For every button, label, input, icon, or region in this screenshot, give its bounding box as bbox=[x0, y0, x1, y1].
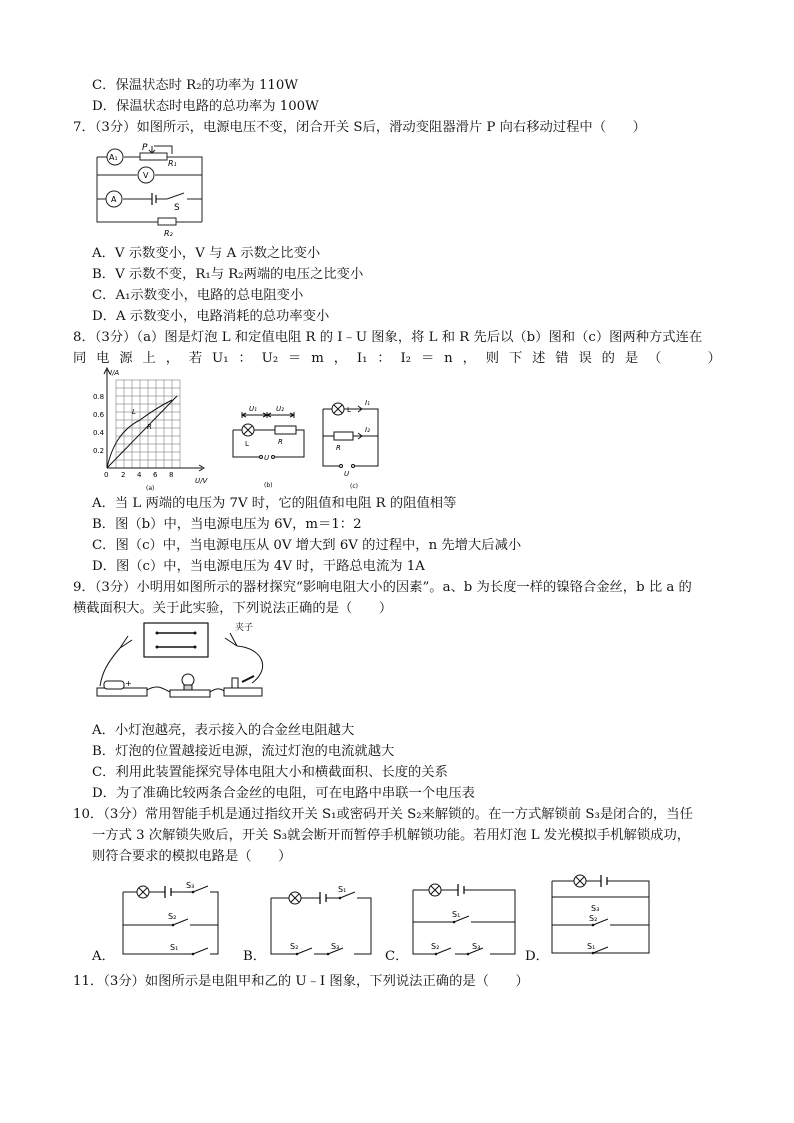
q6-option-c: C．保温状态时 R₂的功率为 110W bbox=[92, 78, 298, 93]
q8-option-c: C．图（c）中，当电源电压从 0V 增大到 6V 的过程中，n 先增大后减小 bbox=[92, 538, 522, 553]
q6-option-d: D．保温状态时电路的总功率为 100W bbox=[92, 99, 319, 114]
q8-ytick: 0.2 bbox=[93, 447, 105, 455]
q10-a-s3: S₃ bbox=[186, 882, 195, 890]
q8-ytick: 0.8 bbox=[93, 393, 105, 401]
q7-fig-r1: R₁ bbox=[168, 159, 177, 168]
q8-graph-ylabel: I/A bbox=[110, 369, 120, 377]
q10-c-s2: S₂ bbox=[431, 942, 440, 951]
q8-ytick: 0.4 bbox=[93, 429, 105, 437]
q9-stem-line1: 9．（3分）小明用如图所示的器材探究“影响电阻大小的因素”。a、b 为长度一样的镍铬合金丝，b 比 a 的 bbox=[73, 580, 692, 595]
q10-label-a: A． bbox=[92, 949, 115, 964]
q7-fig-a: A bbox=[111, 195, 117, 204]
q8-ytick: 0.6 bbox=[93, 411, 105, 419]
q10-circuit-c bbox=[410, 878, 522, 962]
q10-b-s3: S₃ bbox=[331, 942, 340, 951]
q8-b-source-u: U bbox=[264, 454, 270, 462]
q8-xtick: 8 bbox=[169, 471, 174, 479]
q10-circuit-a bbox=[118, 882, 228, 960]
q8-stem-line2: 同 电 源 上 ， 若 U₁ ： U₂ ＝ m ， I₁ ： I₂ ＝ n ， 则 下 述 错 误 的 是 （ ） bbox=[73, 351, 721, 366]
q8-b-u1: U₁ bbox=[249, 405, 257, 413]
q7-fig-p: P bbox=[142, 143, 148, 153]
q8-stem-line1: 8．（3分）（a）图是灯泡 L 和定值电阻 R 的 I﹣U 图象，将 L 和 R 先后以（b）图和（c）图两种方式连在 bbox=[73, 330, 703, 345]
q8-iu-graph bbox=[92, 365, 222, 493]
q9-option-d: D．为了准确比较两条合金丝的电阻，可在电路中串联一个电压表 bbox=[92, 786, 475, 801]
q7-fig-r2: R₂ bbox=[164, 229, 173, 238]
q8-xtick: 6 bbox=[153, 471, 158, 479]
q10-c-s3: S₃ bbox=[472, 942, 481, 951]
q10-d-s3: S₃ bbox=[591, 904, 600, 913]
q10-b-s1: S₁ bbox=[338, 885, 347, 894]
q8-c-i1: I₁ bbox=[365, 399, 370, 407]
q7-option-b: B．V 示数不变，R₁与 R₂两端的电压之比变小 bbox=[92, 267, 364, 282]
q10-a-s2: S₂ bbox=[168, 912, 177, 921]
q10-b-s2: S₂ bbox=[290, 942, 299, 951]
q9-stem-line2: 横截面积大。关于此实验，下列说法正确的是（ ） bbox=[73, 601, 393, 616]
q7-fig-s: S bbox=[174, 203, 180, 213]
q10-label-b: B． bbox=[243, 949, 267, 964]
q8-option-d: D．图（c）中，当电源电压为 4V 时，干路总电流为 1A bbox=[92, 559, 425, 574]
q8-graph-curve-l: L bbox=[132, 408, 136, 416]
q10-circuit-d bbox=[549, 869, 657, 961]
q10-stem-line3: 则符合要求的模拟电路是（ ） bbox=[92, 849, 292, 864]
q8-b-lamp-l: L bbox=[245, 440, 249, 448]
q8-c-lamp-l: L bbox=[347, 406, 351, 414]
q9-battery-terminal: + bbox=[125, 679, 132, 688]
q8-graph-xlabel: U/V bbox=[195, 477, 208, 485]
q8-xtick: 0 bbox=[104, 471, 109, 479]
q7-option-a: A．V 示数变小，V 与 A 示数之比变小 bbox=[92, 246, 321, 261]
q8-xtick: 2 bbox=[121, 471, 126, 479]
q10-d-s2: S₂ bbox=[589, 914, 598, 923]
q8-c-source-u: U bbox=[344, 470, 350, 478]
q10-label-c: C． bbox=[385, 949, 409, 964]
q10-a-s1: S₁ bbox=[170, 943, 179, 952]
q8-option-b: B．图（b）中，当电源电压为 6V，m＝1：2 bbox=[92, 517, 362, 532]
q8-xtick: 4 bbox=[137, 471, 142, 479]
q8-b-u2: U₂ bbox=[276, 405, 284, 413]
q8-c-resistor-r: R bbox=[336, 444, 341, 452]
q10-circuit-b bbox=[268, 882, 378, 962]
q11-stem: 11．（3分）如图所示是电阻甲和乙的 U﹣I 图象，下列说法正确的是（ ） bbox=[73, 974, 529, 989]
q7-option-c: C．A₁示数变小，电路的总电阻变小 bbox=[92, 288, 304, 303]
q7-fig-a1: A₁ bbox=[109, 153, 118, 162]
q9-option-c: C．利用此装置能探究导体电阻大小和横截面积、长度的关系 bbox=[92, 765, 448, 780]
q10-stem-line2: 一方式 3 次解锁失败后，开关 S₃就会断开而暂停手机解锁功能。若用灯泡 L 发光模拟手机解锁成功， bbox=[92, 828, 691, 843]
q7-stem: 7．（3分）如图所示，电源电压不变，闭合开关 S后，滑动变阻器滑片 P 向右移动过程中（ ） bbox=[73, 120, 646, 135]
q8-series-circuit bbox=[228, 403, 310, 489]
q8-graph-line-r: R bbox=[147, 423, 152, 431]
q9-fig-clip-label: 夹子 bbox=[235, 623, 254, 633]
q9-option-b: B．灯泡的位置越接近电源，流过灯泡的电流就越大 bbox=[92, 744, 395, 759]
q8-c-i2: I₂ bbox=[365, 426, 370, 434]
q7-circuit-figure bbox=[92, 140, 217, 240]
q9-apparatus-figure bbox=[92, 618, 292, 708]
q8-caption-b: (b) bbox=[264, 482, 273, 489]
q8-b-resistor-r: R bbox=[278, 438, 283, 446]
q10-stem-line1: 10．（3分）常用智能手机是通过指纹开关 S₁或密码开关 S₂来解锁的。在一方式解锁前 S₃是闭合的，当任 bbox=[73, 807, 693, 822]
q8-caption-c: (c) bbox=[350, 483, 358, 490]
q7-fig-v: V bbox=[143, 171, 149, 180]
q8-option-a: A．当 L 两端的电压为 7V 时，它的阻值和电阻 R 的阻值相等 bbox=[92, 496, 457, 511]
q10-d-s1: S₁ bbox=[587, 942, 596, 951]
q8-caption-a: (a) bbox=[146, 485, 155, 492]
q8-parallel-circuit bbox=[318, 394, 388, 490]
q9-option-a: A．小灯泡越亮，表示接入的合金丝电阻越大 bbox=[92, 723, 355, 738]
q10-c-s1: S₁ bbox=[452, 910, 461, 919]
q10-label-d: D． bbox=[525, 949, 549, 964]
q7-option-d: D．A 示数变小，电路消耗的总功率变小 bbox=[92, 309, 330, 324]
